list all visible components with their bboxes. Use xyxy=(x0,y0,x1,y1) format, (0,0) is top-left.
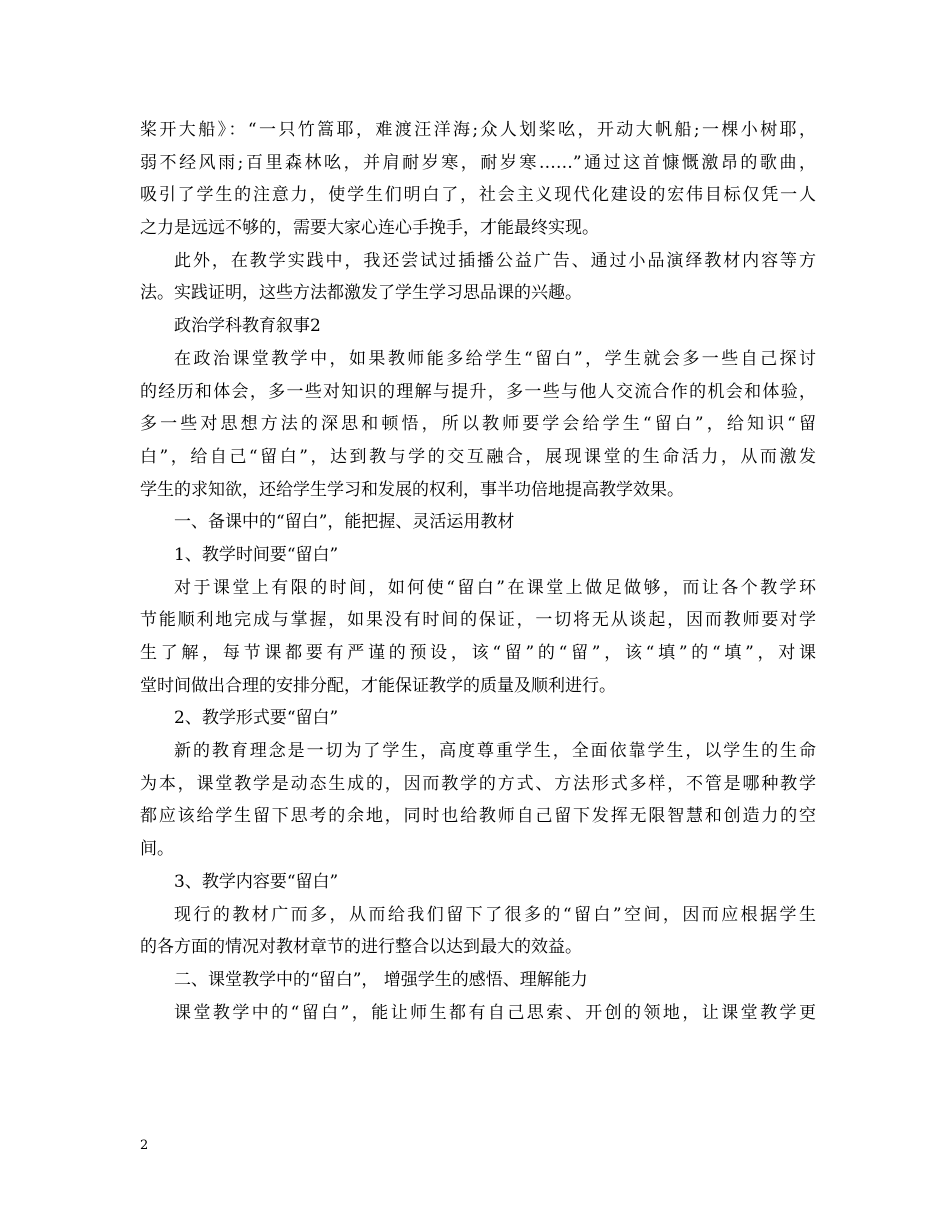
text-line: 节能顺利地完成与掌握，如果没有时间的保证，一切将无从谈起，因而教师要对学 xyxy=(140,610,816,631)
text-line: 间。 xyxy=(140,839,174,860)
text-line: 二、课堂教学中的“留白”， 增强学生的感悟、理解能力 xyxy=(174,969,588,990)
text-line: 吸引了学生的注意力，使学生们明白了，社会主义现代化建设的宏伟目标仅凭一人 xyxy=(140,185,816,206)
text-line: 白”，给自己“留白”，达到教与学的交互融合，展现课堂的生命活力，从而激发 xyxy=(140,446,816,467)
text-line: 在政治课堂教学中，如果教师能多给学生“留白”，学生就会多一些自己探讨 xyxy=(174,348,816,369)
text-line: 学生的求知欲，还给学生学习和发展的权利，事半功倍地提高教学效果。 xyxy=(140,479,684,500)
text-line: 桨开大船》：“一只竹篙耶，难渡汪洋海;众人划桨吆，开动大帆船;一棵小树耶， xyxy=(140,120,816,140)
text-line: 1、教学时间要“留白” xyxy=(174,544,339,565)
text-line: 现行的教材广而多，从而给我们留下了很多的“留白”空间，因而应根据学生 xyxy=(174,904,816,925)
text-line: 的各方面的情况对教材章节的进行整合以达到最大的效益。 xyxy=(140,937,582,958)
text-line: 都应该给学生留下思考的余地，同时也给教师自己留下发挥无限智慧和创造力的空 xyxy=(140,806,816,827)
text-line: 为本，课堂教学是动态生成的，因而教学的方式、方法形式多样，不管是哪种教学 xyxy=(140,773,816,794)
text-line: 政治学科教育叙事2 xyxy=(174,316,321,337)
text-line: 3、教学内容要“留白” xyxy=(174,871,339,892)
text-line: 新的教育理念是一切为了学生，高度尊重学生，全面依靠学生，以学生的生命 xyxy=(174,741,816,762)
text-line: 生了解，每节课都要有严谨的预设，该“留”的“留”，该“填”的“填”，对课 xyxy=(140,643,816,663)
text-line: 2、教学形式要“留白” xyxy=(174,708,339,729)
text-line: 对于课堂上有限的时间，如何使“留白”在课堂上做足做够，而让各个教学环 xyxy=(174,577,816,598)
text-line: 课堂教学中的“留白”，能让师生都有自己思索、开创的领地，让课堂教学更 xyxy=(174,1002,816,1023)
text-line: 此外，在教学实践中，我还尝试过插播公益广告、通过小品演绎教材内容等方 xyxy=(174,250,816,271)
text-line: 之力是远远不够的，需要大家心连心手挽手，才能最终实现。 xyxy=(140,218,599,239)
text-line: 堂时间做出合理的安排分配，才能保证教学的质量及顺利进行。 xyxy=(140,675,616,696)
text-line: 弱不经风雨;百里森林吆，并肩耐岁寒，耐岁寒……”通过这首慷慨激昂的歌曲， xyxy=(140,152,816,173)
page-number: 2 xyxy=(140,1138,149,1153)
text-line: 法。实践证明，这些方法都激发了学生学习思品课的兴趣。 xyxy=(140,283,582,304)
text-line: 的经历和体会，多一些对知识的理解与提升，多一些与他人交流合作的机会和体验， xyxy=(140,381,816,402)
text-line: 一、备课中的“留白”，能把握、灵活运用教材 xyxy=(174,512,515,533)
document-body xyxy=(140,114,816,1029)
text-line: 多一些对思想方法的深思和顿悟，所以教师要学会给学生“留白”，给知识“留 xyxy=(140,414,816,435)
